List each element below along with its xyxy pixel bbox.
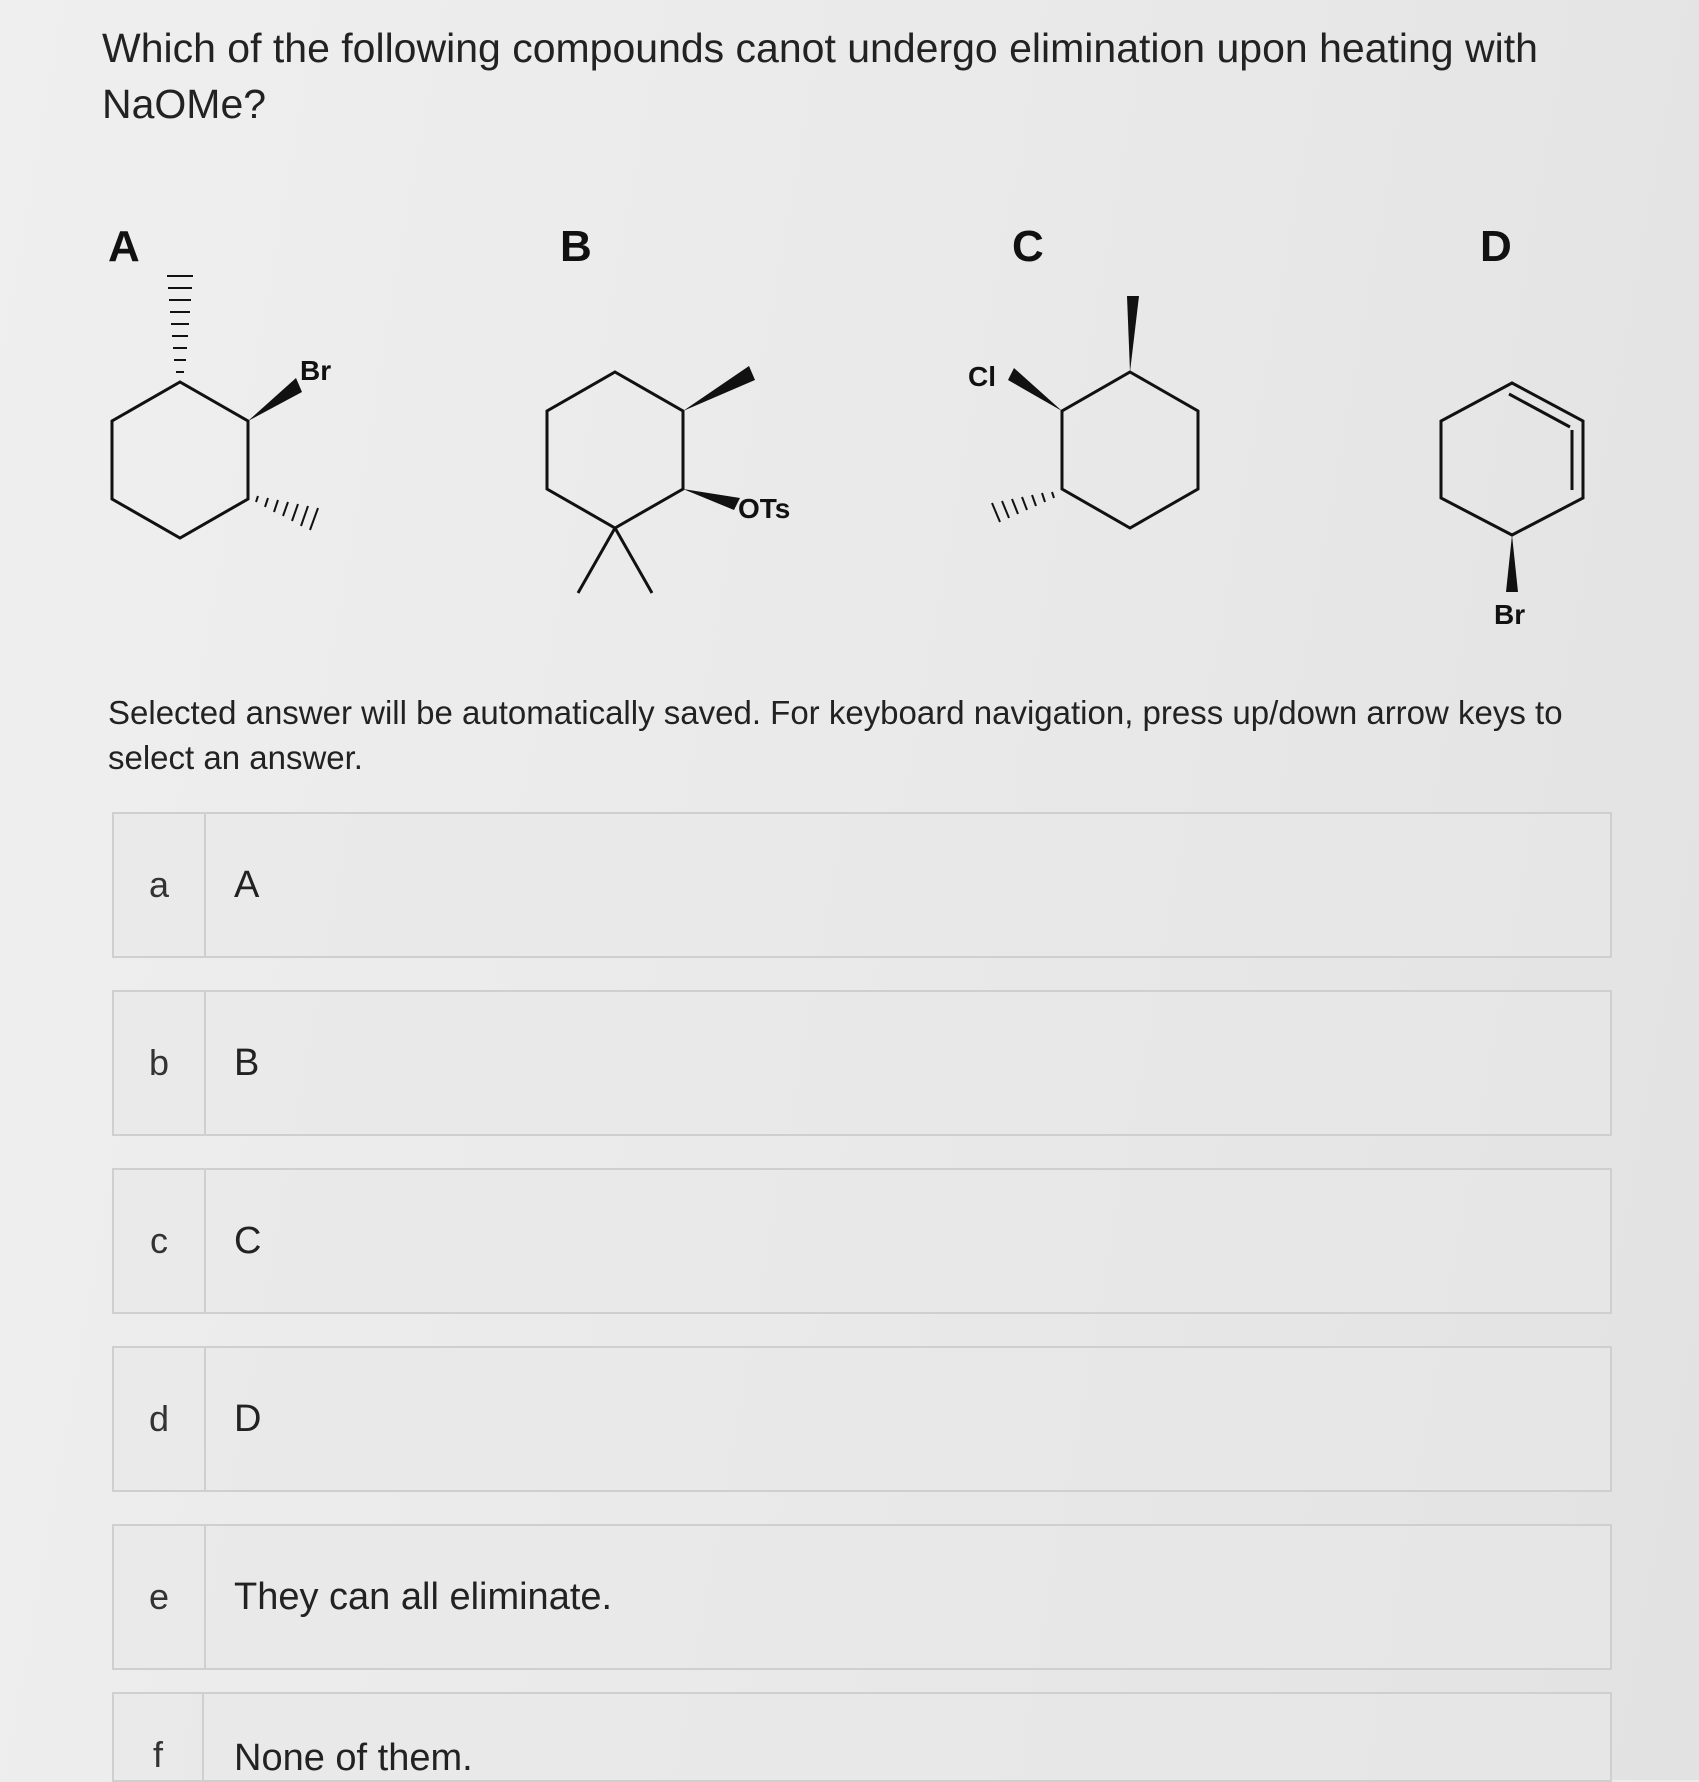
atom-label-b: OTs bbox=[738, 493, 791, 524]
hashed-bond-c-methyl bbox=[992, 492, 1054, 522]
option-b[interactable] bbox=[112, 990, 1612, 1136]
structures-svg bbox=[0, 200, 1699, 660]
atom-label-d: Br bbox=[1494, 599, 1526, 630]
option-letter: f bbox=[114, 1694, 204, 1780]
instructions-text: Selected answer will be automatically saved. For keyboard navigation, press up/down arrow keys to select an answer. bbox=[108, 694, 1563, 776]
compound-label-b: B bbox=[560, 222, 592, 271]
structure-d bbox=[1441, 383, 1583, 535]
option-d[interactable] bbox=[112, 1346, 1612, 1492]
ring-b bbox=[547, 372, 683, 528]
option-e[interactable] bbox=[112, 1524, 1612, 1670]
structure-c bbox=[992, 372, 1198, 528]
ring-c bbox=[1062, 372, 1198, 528]
option-c[interactable] bbox=[112, 1168, 1612, 1314]
wedge-bond-a-br bbox=[248, 378, 302, 421]
wedge-bond-c-methyl bbox=[1127, 296, 1139, 372]
ring-d bbox=[1441, 383, 1583, 535]
structure-a bbox=[112, 276, 318, 538]
hashed-bond-a-methyl-top bbox=[167, 276, 193, 372]
wedge-bond-c-cl bbox=[1008, 368, 1062, 411]
option-text: None of them. bbox=[234, 1737, 473, 1779]
gem-methyl-2 bbox=[615, 528, 652, 593]
wedge-bond-d-br bbox=[1506, 535, 1518, 592]
option-text: C bbox=[234, 1219, 262, 1262]
structure-b bbox=[547, 372, 683, 593]
option-letter: c bbox=[114, 1170, 206, 1312]
gem-methyl-1 bbox=[578, 528, 615, 593]
atom-label-c: Cl bbox=[968, 361, 996, 392]
option-text: D bbox=[234, 1397, 262, 1440]
compound-label-a: A bbox=[108, 222, 140, 271]
compound-label-c: C bbox=[1012, 222, 1044, 271]
wedge-bond-b-ots bbox=[683, 489, 740, 510]
atom-label-a: Br bbox=[300, 355, 332, 386]
compound-label-d: D bbox=[1480, 222, 1512, 271]
option-f[interactable] bbox=[112, 1692, 1612, 1782]
option-letter: e bbox=[114, 1526, 206, 1668]
option-letter: d bbox=[114, 1348, 206, 1490]
option-a[interactable] bbox=[112, 812, 1612, 958]
ring-a bbox=[112, 382, 248, 538]
option-text: They can all eliminate. bbox=[234, 1575, 613, 1618]
option-text: A bbox=[234, 863, 260, 906]
hashed-bond-a-methyl-bottom bbox=[256, 496, 318, 530]
option-letter: b bbox=[114, 992, 206, 1134]
question-text: Which of the following compounds canot undergo elimination upon heating with NaOMe? bbox=[102, 25, 1538, 127]
wedge-bond-b-methyl bbox=[683, 366, 755, 411]
option-text: B bbox=[234, 1041, 260, 1084]
option-letter: a bbox=[114, 814, 206, 956]
compounds-figure bbox=[0, 200, 1699, 660]
